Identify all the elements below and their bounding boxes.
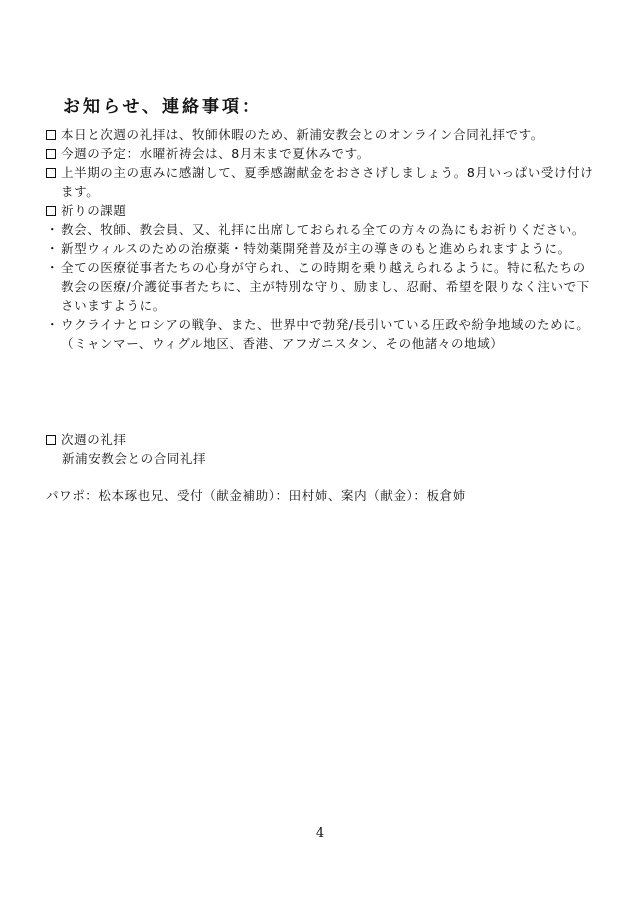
next-week-title: 次週の礼拝 [46, 430, 594, 449]
bullet-icon: ・ [46, 260, 60, 275]
notice-item: 祈りの課題 [46, 201, 594, 220]
notice-item: 本日と次週の礼拝は、牧師休暇のため、新浦安教会とのオンライン合同礼拝です。 [46, 125, 594, 144]
notice-list [46, 125, 594, 353]
notice-item: 上半期の主の恵みに感謝して、夏季感謝献金をおささげしましょう。8月いっぱい受け付けます。 [46, 163, 594, 201]
prayer-item: ・ ウクライナとロシアの戦争、また、世界中で勃発/長引いている圧政や紛争地域のために。（ミャンマー、ウィグル地区、香港、アフガニスタン、その他諸々の地域） [46, 317, 590, 351]
checkbox-icon [46, 144, 61, 163]
page-number: 4 [315, 826, 325, 841]
staff-section [46, 486, 594, 505]
checkbox-icon [46, 430, 61, 449]
bullet-icon: ・ [46, 317, 60, 332]
notice-item: 今週の予定：水曜祈祷会は、8月末まで夏休みです。 [46, 144, 594, 163]
checkbox-icon [46, 125, 61, 144]
page-heading: お知らせ、連絡事項： [63, 97, 262, 117]
bullet-icon: ・ [46, 241, 60, 256]
checkbox-icon [46, 201, 61, 220]
bullet-icon: ・ [46, 222, 60, 237]
next-week-detail: 新浦安教会との合同礼拝 [62, 451, 207, 466]
next-week-section [46, 430, 594, 468]
prayer-item: ・ 新型ウィルスのための治療薬・特効薬開発普及が主の導きのもと進められますように。 [46, 241, 571, 256]
prayer-item: ・ 全ての医療従事者たちの心身が守られ、この時期を乗り越えられるように。特に私たちの教会の医療/介護従事者たちに、主が特別な守り、励まし、忍耐、希望を限りなく注いで下さいますように。 [46, 260, 590, 313]
prayer-item: ・ 教会、牧師、教会員、又、礼拝に出席しておられる全ての方々の為にもお祈りください。 [46, 222, 586, 237]
staff-assignments: パワポ：松本琢也兄、受付（献金補助）：田村姉、案内（献金）：板倉姉 [46, 488, 466, 503]
checkbox-icon [46, 163, 61, 182]
